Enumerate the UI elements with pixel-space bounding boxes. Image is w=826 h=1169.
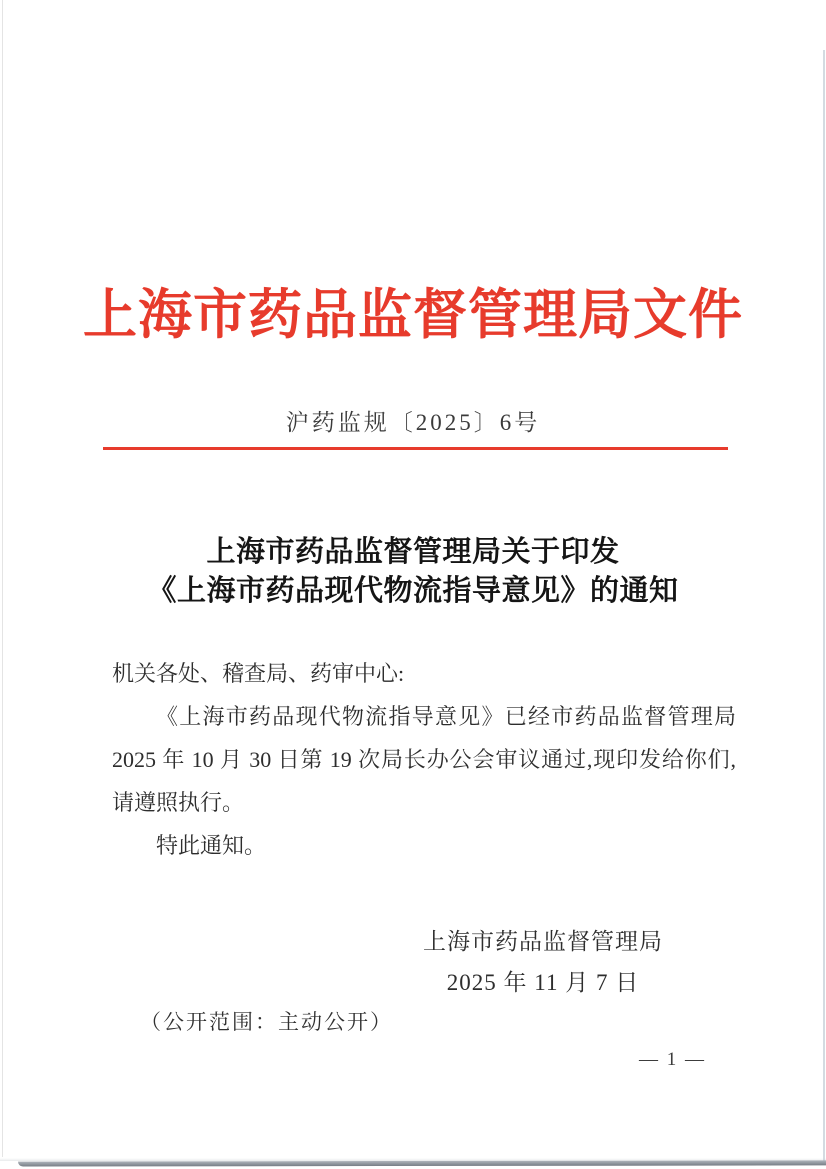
document-body [112, 652, 736, 867]
salutation-line: 机关各处、稽查局、药审中心: [112, 661, 405, 686]
page-number: — 1 — [639, 1049, 706, 1070]
agency-letterhead-title: 上海市药品监督管理局文件 [83, 285, 743, 345]
signature-date: 2025 年 11 月 7 日 [446, 970, 640, 995]
letterhead-divider-rule [103, 447, 728, 450]
disclosure-scope-note: （公开范围：主动公开） [140, 1010, 393, 1034]
closing-line: 特此通知。 [156, 833, 267, 858]
document-reference-number: 沪药监规〔2025〕6号 [285, 410, 541, 435]
body-paragraph-line: 《上海市药品现代物流指导意见》已经市药品监督管理局 [156, 704, 736, 729]
document-title-line-2: 《上海市药品现代物流指导意见》的通知 [147, 575, 679, 607]
signature-agency-name: 上海市药品监督管理局 [423, 929, 663, 954]
signature-block [423, 921, 663, 1003]
body-paragraph-line: 2025 年 10 月 30 日第 19 次局长办公会审议通过,现印发给你们, [112, 747, 736, 772]
document-title-line-1: 上海市药品监督管理局关于印发 [206, 536, 620, 568]
scan-edge-bottom [18, 1160, 826, 1166]
body-paragraph-line: 请遵照执行。 [112, 790, 245, 815]
document-title [0, 533, 826, 611]
